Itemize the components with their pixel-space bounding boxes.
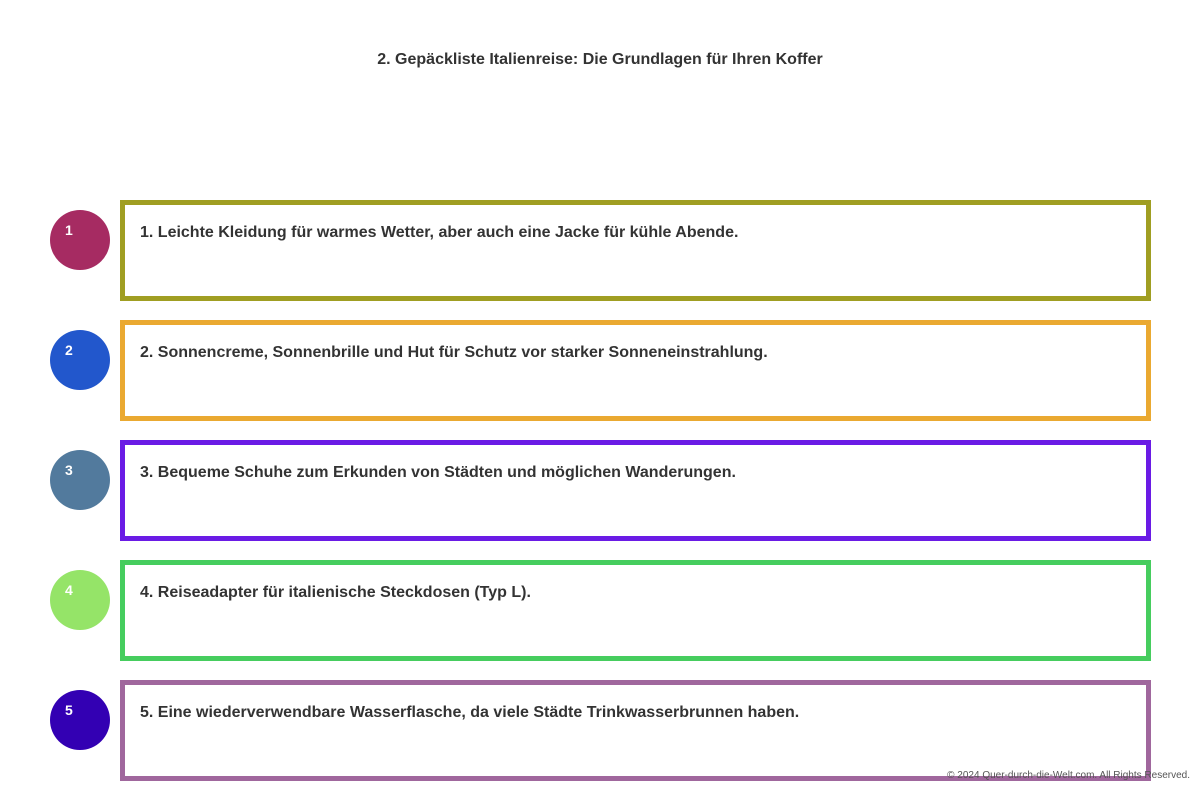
number-badge: [50, 450, 110, 510]
copyright-footer: © 2024 Quer-durch-die-Welt.com. All Rights Reserved.: [947, 770, 1190, 781]
list-item: [50, 680, 1151, 781]
item-box: [120, 440, 1151, 541]
number-badge: [50, 330, 110, 390]
item-text: 5. Eine wiederverwendbare Wasserflasche, da viele Städte Trinkwasserbrunnen haben.: [140, 704, 800, 721]
item-text: 2. Sonnencreme, Sonnenbrille und Hut für Schutz vor starker Sonneneinstrahlung.: [140, 344, 768, 361]
number-badge: [50, 570, 110, 630]
list-item: [50, 440, 1151, 541]
number-badge: [50, 690, 110, 750]
item-box: [120, 680, 1151, 781]
badge-number: 5: [65, 702, 73, 718]
list-item: [50, 320, 1151, 421]
number-badge: [50, 210, 110, 270]
packing-list: [50, 200, 1151, 800]
list-item: [50, 560, 1151, 661]
item-text: 3. Bequeme Schuhe zum Erkunden von Städten und möglichen Wanderungen.: [140, 464, 736, 481]
badge-number: 3: [65, 462, 73, 478]
badge-number: 1: [65, 222, 73, 238]
badge-number: 4: [65, 582, 73, 598]
badge-number: 2: [65, 342, 73, 358]
item-box: [120, 200, 1151, 301]
item-box: [120, 560, 1151, 661]
page-title: 2. Gepäckliste Italienreise: Die Grundlagen für Ihren Koffer: [377, 51, 823, 68]
item-text: 1. Leichte Kleidung für warmes Wetter, aber auch eine Jacke für kühle Abende.: [140, 224, 739, 241]
list-item: [50, 200, 1151, 301]
item-box: [120, 320, 1151, 421]
item-text: 4. Reiseadapter für italienische Steckdosen (Typ L).: [140, 584, 531, 601]
